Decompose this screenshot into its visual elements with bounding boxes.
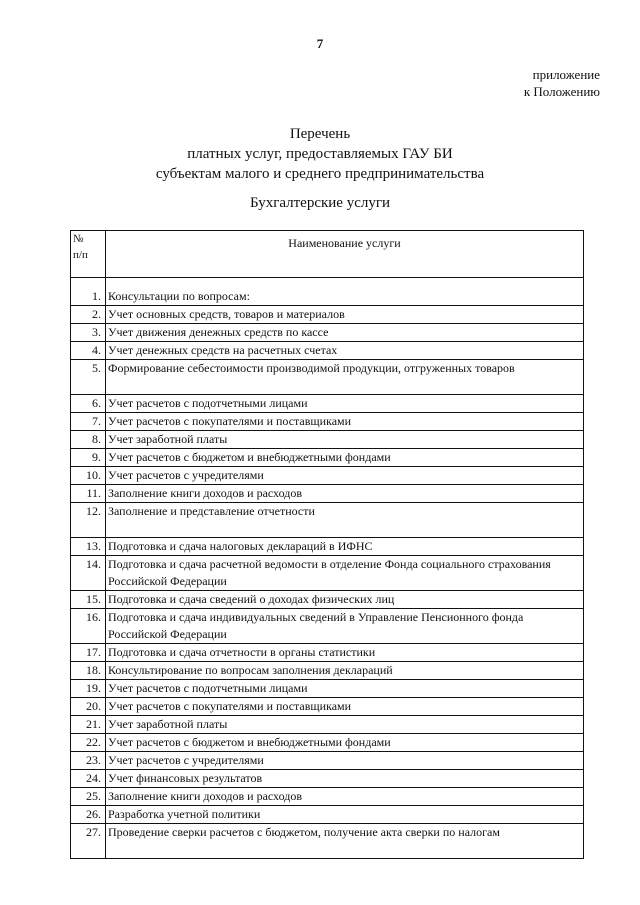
table-row [71, 716, 584, 734]
document-heading [0, 124, 640, 184]
row-number-cell: 6. [71, 395, 106, 413]
table-row [71, 395, 584, 413]
appendix-line-2: к Положению [523, 84, 600, 99]
row-number-cell: 7. [71, 413, 106, 431]
row-service-name-cell: Учет расчетов с покупателями и поставщиками [106, 698, 584, 716]
row-service-name-cell: Учет заработной платы [106, 716, 584, 734]
header-number-line-1: № [73, 233, 84, 245]
row-number-cell: 18. [71, 662, 106, 680]
table-row [71, 503, 584, 538]
row-number-cell: 12. [71, 503, 106, 538]
table-row [71, 467, 584, 485]
row-service-name-cell: Учет расчетов с бюджетом и внебюджетными фондами [106, 734, 584, 752]
appendix-note [524, 66, 600, 100]
table-row [71, 788, 584, 806]
row-service-name-cell: Заполнение книги доходов и расходов [106, 788, 584, 806]
row-service-name-cell: Подготовка и сдача расчетной ведомости в отделение Фонда социального страхования Российской Федерации [106, 556, 584, 591]
heading-line-1: Перечень [289, 126, 351, 142]
table-row [71, 449, 584, 467]
row-number-cell: 23. [71, 752, 106, 770]
heading-line-3: субъектам малого и среднего предпринимательства [155, 166, 485, 182]
row-number-cell: 11. [71, 485, 106, 503]
row-service-name-cell: Учет расчетов с бюджетом и внебюджетными фондами [106, 449, 584, 467]
table-row [71, 324, 584, 342]
row-service-name-cell: Учет финансовых результатов [106, 770, 584, 788]
row-service-name-cell: Подготовка и сдача налоговых деклараций в ИФНС [106, 538, 584, 556]
row-number-cell: 4. [71, 342, 106, 360]
header-number-cell [71, 231, 106, 278]
row-number-cell: 8. [71, 431, 106, 449]
table-row [71, 644, 584, 662]
table-row [71, 278, 584, 306]
table-row [71, 413, 584, 431]
row-service-name-cell: Учет расчетов с покупателями и поставщиками [106, 413, 584, 431]
table-row [71, 538, 584, 556]
page-number: 7 [316, 36, 324, 51]
row-service-name-cell: Подготовка и сдача сведений о доходах физических лиц [106, 591, 584, 609]
row-service-name-cell: Заполнение и представление отчетности [106, 503, 584, 538]
header-name-cell: Наименование услуги [106, 231, 584, 278]
table-row [71, 806, 584, 824]
row-number-cell: 15. [71, 591, 106, 609]
appendix-line-1: приложение [532, 67, 600, 82]
row-service-name-cell: Формирование себестоимости производимой продукции, отгруженных товаров [106, 360, 584, 395]
heading-line-2: платных услуг, предоставляемых ГАУ БИ [187, 146, 453, 162]
row-number-cell: 26. [71, 806, 106, 824]
table-row [71, 485, 584, 503]
row-service-name-cell: Подготовка и сдача индивидуальных сведений в Управление Пенсионного фонда Российской Федерации [106, 609, 584, 644]
row-service-name-cell: Подготовка и сдача отчетности в органы статистики [106, 644, 584, 662]
row-service-name-cell: Консультирование по вопросам заполнения деклараций [106, 662, 584, 680]
row-number-cell: 5. [71, 360, 106, 395]
row-service-name-cell: Учет расчетов с учредителями [106, 752, 584, 770]
header-number-line-2: п/п [73, 249, 88, 261]
row-number-cell: 14. [71, 556, 106, 591]
table-row [71, 770, 584, 788]
table-row [71, 734, 584, 752]
section-title: Бухгалтерские услуги [249, 195, 391, 211]
row-service-name-cell: Учет расчетов с учредителями [106, 467, 584, 485]
table-row [71, 752, 584, 770]
table-row [71, 698, 584, 716]
row-number-cell: 16. [71, 609, 106, 644]
row-service-name-cell: Учет денежных средств на расчетных счетах [106, 342, 584, 360]
table-row [71, 556, 584, 591]
row-service-name-cell: Проведение сверки расчетов с бюджетом, получение акта сверки по налогам [106, 824, 584, 859]
row-service-name-cell: Учет заработной платы [106, 431, 584, 449]
row-number-cell: 2. [71, 306, 106, 324]
row-service-name-cell: Заполнение книги доходов и расходов [106, 485, 584, 503]
row-number-cell: 25. [71, 788, 106, 806]
row-number-cell: 9. [71, 449, 106, 467]
table-row [71, 591, 584, 609]
row-number-cell: 10. [71, 467, 106, 485]
table-row [71, 360, 584, 395]
services-table [70, 230, 584, 859]
row-service-name-cell: Разработка учетной политики [106, 806, 584, 824]
row-number-cell: 27. [71, 824, 106, 859]
table-row [71, 431, 584, 449]
row-number-cell: 21. [71, 716, 106, 734]
row-number-cell: 17. [71, 644, 106, 662]
row-service-name-cell: Учет расчетов с подотчетными лицами [106, 680, 584, 698]
row-service-name-cell: Учет расчетов с подотчетными лицами [106, 395, 584, 413]
table-row [71, 342, 584, 360]
table-header-row [71, 231, 584, 278]
row-service-name-cell: Учет движения денежных средств по кассе [106, 324, 584, 342]
table-row [71, 306, 584, 324]
table-row [71, 609, 584, 644]
row-number-cell: 1. [71, 278, 106, 306]
row-number-cell: 24. [71, 770, 106, 788]
row-number-cell: 20. [71, 698, 106, 716]
row-number-cell: 19. [71, 680, 106, 698]
row-number-cell: 3. [71, 324, 106, 342]
row-service-name-cell: Консультации по вопросам: [106, 278, 584, 306]
row-number-cell: 13. [71, 538, 106, 556]
table-body [71, 278, 584, 859]
table-row [71, 680, 584, 698]
table-row [71, 662, 584, 680]
row-number-cell: 22. [71, 734, 106, 752]
row-service-name-cell: Учет основных средств, товаров и материалов [106, 306, 584, 324]
table-row [71, 824, 584, 859]
